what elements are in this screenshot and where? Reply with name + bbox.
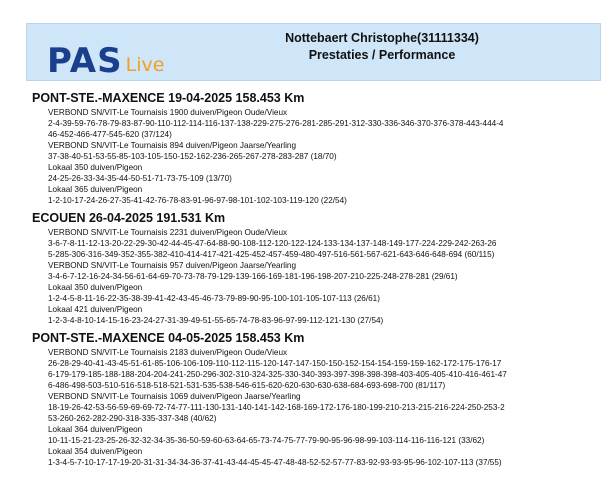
result-section (32, 140, 602, 162)
section-heading: VERBOND SN/VIT-Le Tournaisis 2231 duiven/Pigeon Oude/Vieux (48, 228, 288, 237)
result-section (32, 227, 602, 260)
placement-line: 10-11-15-21-23-25-26-32-32-34-35-36-50-59-60-63-64-65-73-74-75-77-79-90-95-96-98-99-103-114-116-116-121 (33/62) (48, 436, 485, 445)
section-heading: Lokaal 350 duiven/Pigeon (48, 163, 143, 172)
results-list (32, 90, 602, 472)
placement-line: 18-19-26-42-53-56-59-69-69-72-74-77-111-130-131-140-141-142-168-169-172-176-180-199-210-213-215-216-224-250-253-2 (48, 403, 505, 412)
race-title: PONT-STE.-MAXENCE 04-05-2025 158.453 Km (32, 331, 305, 345)
section-heading: VERBOND SN/VIT-Le Tournaisis 1900 duiven/Pigeon Oude/Vieux (48, 108, 288, 117)
placement-line: 3-6-7-8-11-12-13-20-22-29-30-42-44-45-47-64-88-90-108-112-120-122-124-133-134-137-148-149-177-224-229-242-263-26 (48, 239, 497, 248)
section-heading: VERBOND SN/VIT-Le Tournaisis 1069 duiven/Pigeon Jaarse/Yearling (48, 392, 301, 401)
result-section (32, 184, 602, 206)
placement-line: 5-285-306-316-349-352-355-382-410-414-417-421-425-452-457-459-480-497-516-561-567-621-643-646-648-694 (60/115) (48, 250, 495, 259)
fancier-name: Nottebaert Christophe(31111334) (285, 31, 479, 45)
result-section (32, 282, 602, 304)
placement-line: 37-38-40-51-53-55-85-103-105-150-152-162-236-265-267-278-283-287 (18/70) (48, 152, 337, 161)
race-block (32, 210, 602, 326)
placement-line: 53-260-262-282-290-318-335-337-348 (40/62) (48, 414, 217, 423)
placement-line: 1-2-10-17-24-26-27-35-41-42-76-78-83-91-96-97-98-101-102-103-119-120 (22/54) (48, 196, 347, 205)
placement-line: 1-3-4-5-7-10-17-17-19-20-31-31-34-34-36-37-41-43-44-45-45-47-48-48-52-52-57-77-83-92-93-93-95-96-102-107-113 (37/55) (48, 458, 502, 467)
report-header (26, 23, 601, 81)
placement-line: 1-2-3-4-8-10-14-15-16-23-24-27-31-39-49-51-55-65-74-78-83-96-97-99-112-121-130 (27/54) (48, 316, 384, 325)
result-section (32, 304, 602, 326)
placement-line: 2-4-39-59-76-78-79-83-87-90-110-112-114-116-137-138-229-275-276-281-285-291-312-330-336-346-370-376-378-443-444-4 (48, 119, 504, 128)
logo-sub-text: Live (125, 54, 165, 76)
section-heading: VERBOND SN/VIT-Le Tournaisis 894 duiven/Pigeon Jaarse/Yearling (48, 141, 297, 150)
placement-line: 3-4-6-7-12-16-24-34-56-61-64-69-70-73-78-79-129-139-166-169-181-196-198-207-210-225-248-278-281 (29/61) (48, 272, 458, 281)
placement-line: 26-28-29-40-41-43-45-51-61-85-106-106-109-110-112-115-120-147-147-150-150-152-154-154-159-159-162-172-175-176-17 (48, 359, 502, 368)
placement-line: 6-179-179-185-188-188-204-204-241-250-296-302-310-324-325-330-340-393-397-398-398-398-403-405-405-410-416-461-47 (48, 370, 507, 379)
report-subtitle: Prestaties / Performance (308, 48, 456, 62)
result-section (32, 446, 602, 468)
result-section (32, 424, 602, 446)
placement-line: 6-486-498-503-510-516-518-518-521-531-535-538-546-615-620-620-630-630-638-684-693-698-700 (81/117) (48, 381, 446, 390)
section-heading: Lokaal 364 duiven/Pigeon (48, 425, 143, 434)
placement-line: 1-2-4-5-8-11-16-22-35-38-39-41-42-43-45-46-73-79-89-90-95-100-101-105-107-113 (26/61) (48, 294, 380, 303)
result-section (32, 347, 602, 391)
race-title: ECOUEN 26-04-2025 191.531 Km (32, 211, 226, 225)
section-heading: Lokaal 354 duiven/Pigeon (48, 447, 143, 456)
result-section (32, 260, 602, 282)
race-title: PONT-STE.-MAXENCE 19-04-2025 158.453 Km (32, 91, 305, 105)
result-section (32, 107, 602, 140)
section-heading: VERBOND SN/VIT-Le Tournaisis 957 duiven/Pigeon Jaarse/Yearling (48, 261, 297, 270)
section-heading: VERBOND SN/VIT-Le Tournaisis 2183 duiven/Pigeon Oude/Vieux (48, 348, 288, 357)
race-block (32, 90, 602, 206)
placement-line: 24-25-26-33-34-35-44-50-51-71-73-75-109 (13/70) (48, 174, 232, 183)
section-heading: Lokaal 350 duiven/Pigeon (48, 283, 143, 292)
section-heading: Lokaal 365 duiven/Pigeon (48, 185, 143, 194)
placement-line: 46-452-466-477-545-620 (37/124) (48, 130, 172, 139)
section-heading: Lokaal 421 duiven/Pigeon (48, 305, 143, 314)
paslive-logo (47, 38, 165, 81)
result-section (32, 162, 602, 184)
race-block (32, 330, 602, 468)
result-section (32, 391, 602, 424)
logo-main-text: PAS (47, 41, 123, 81)
